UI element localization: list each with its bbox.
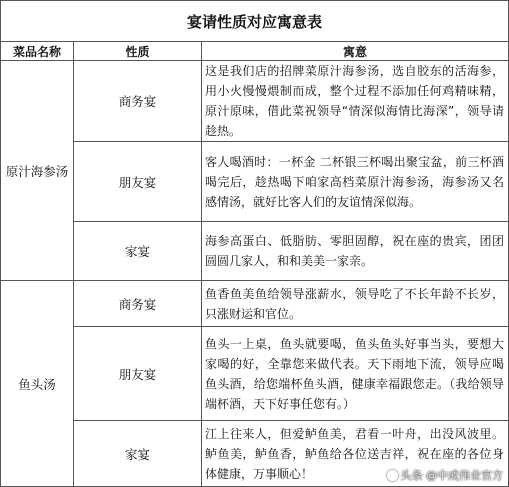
table-row bbox=[1, 142, 509, 222]
watermark-logo-icon bbox=[387, 470, 398, 481]
occasion-cell: 家宴 bbox=[74, 421, 202, 487]
meaning-cell: 鱼头一上桌，鱼头就要喝，鱼头鱼头好事当头，要想大家喝的好，全靠您来做代表。天下雨地下流，领导应喝鱼头酒，给您端杯鱼头酒，健康幸福跟您走。（我给领导端杯酒，天下好事任您有。） bbox=[202, 327, 509, 421]
meaning-cell: 客人喝酒时：一杯金 二杯银三杯喝出聚宝盆，前三杯酒喝完后，趁热喝下咱家高档菜原汁海参汤，海参汤又名感情汤，就好比客人们的友谊情深似海。 bbox=[202, 142, 509, 222]
table-row bbox=[1, 222, 509, 281]
meaning-cell: 江上往来人，但爱鲈鱼美，君看一叶舟，出没风波里。鲈鱼美，鲈鱼香，鲈鱼给各位送吉祥，祝在座的各位身体健康，万事顺心！ bbox=[202, 421, 509, 487]
header-row bbox=[1, 42, 509, 61]
table-row bbox=[1, 327, 509, 421]
header-dish: 菜品名称 bbox=[1, 42, 74, 61]
watermark bbox=[387, 467, 504, 483]
meaning-cell: 这是我们店的招牌菜原汁海参汤，选自胶东的活海参，用小火慢慢煨制而成，整个过程不添加任何鸡精味精，原汁原味，借此菜祝领导“情深似海情比海深”，领导请趁热。 bbox=[202, 61, 509, 142]
occasion-cell: 朋友宴 bbox=[74, 327, 202, 421]
occasion-cell: 商务宴 bbox=[74, 61, 202, 142]
table-row bbox=[1, 281, 509, 327]
header-meaning: 寓意 bbox=[202, 42, 509, 61]
meaning-cell: 鱼香鱼美鱼给领导涨薪水，领导吃了不长年龄不长岁，只涨财运和官位。 bbox=[202, 281, 509, 327]
occasion-cell: 家宴 bbox=[74, 222, 202, 281]
occasion-cell: 商务宴 bbox=[74, 281, 202, 327]
watermark-text: 头条 @中成伟业官方 bbox=[400, 469, 503, 482]
occasion-cell: 朋友宴 bbox=[74, 142, 202, 222]
table-title: 宴请性质对应寓意表 bbox=[1, 1, 509, 42]
meaning-cell: 海参高蛋白、低脂肪、零胆固醇，祝在座的贵宾，团团圆圆几家人，和和美美一家亲。 bbox=[202, 222, 509, 281]
table-row bbox=[1, 61, 509, 142]
dish-name: 鱼头汤 bbox=[1, 281, 74, 487]
header-occasion: 性质 bbox=[74, 42, 202, 61]
dish-name: 原汁海参汤 bbox=[1, 61, 74, 281]
